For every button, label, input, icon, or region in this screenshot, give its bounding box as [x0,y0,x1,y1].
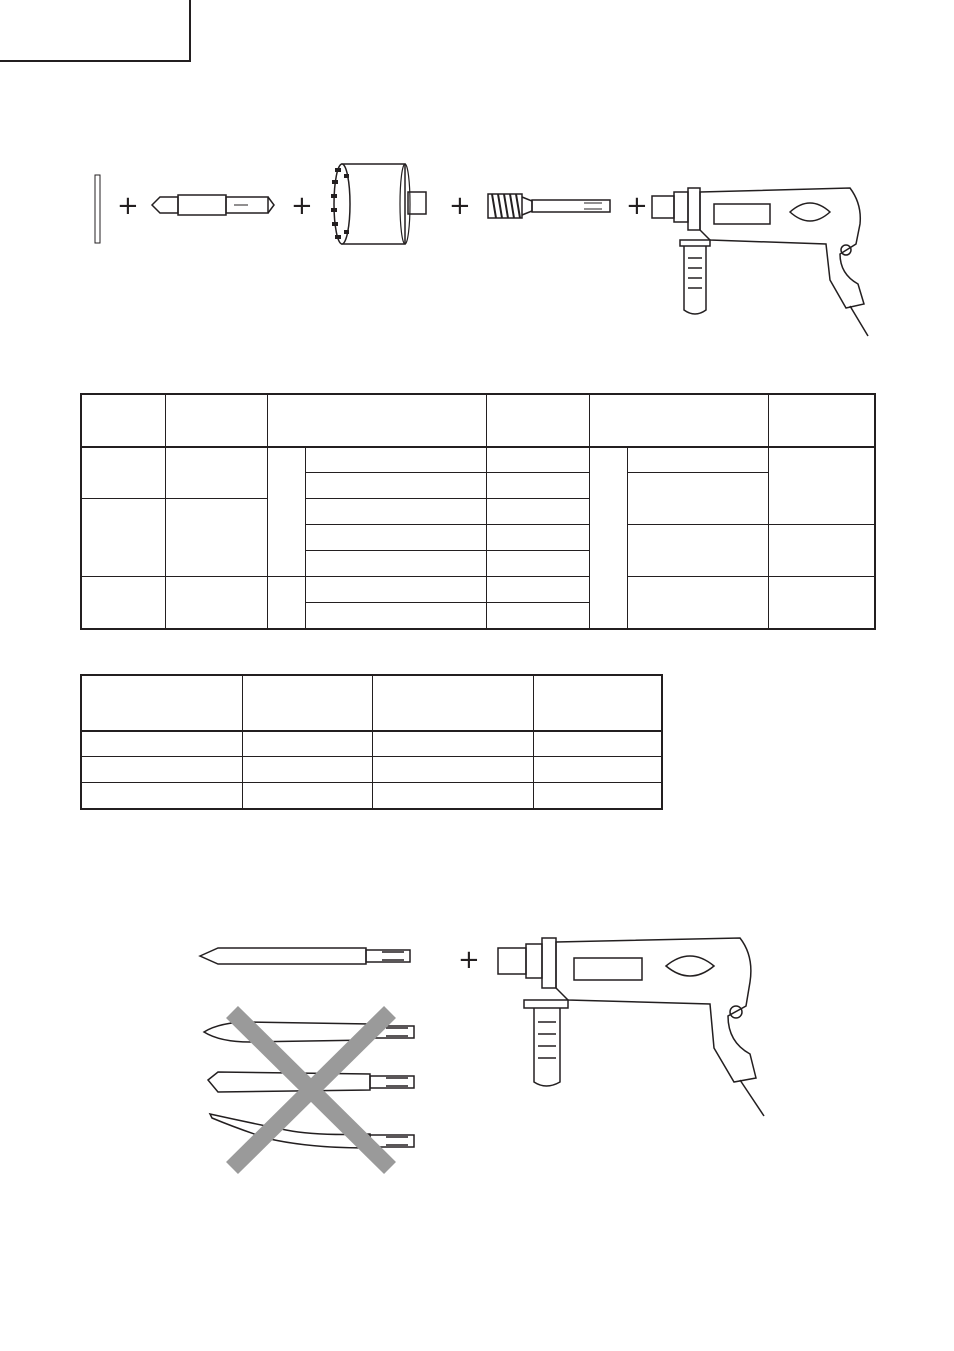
table-cell [590,395,769,447]
table-cell [166,395,268,447]
plus-sign: + [449,191,471,221]
table-cell [487,603,590,629]
table-cell [268,577,306,629]
table-cell [166,499,268,577]
table-cell [82,783,243,809]
table-cell [268,447,306,577]
table-cell [306,551,487,577]
table-row [82,783,662,809]
rotary-hammer-icon [496,934,772,1124]
table-cell [243,676,373,731]
table-cell [373,676,534,731]
page-tab-box [0,0,191,62]
plus-sign: + [291,191,313,221]
table-cell [82,395,166,447]
prohibited-cross-icon [222,1004,402,1176]
table-cell [487,577,590,603]
table-cell [487,447,590,473]
table-cell [769,395,875,447]
center-pin-icon [150,192,278,218]
table-cell [82,731,243,757]
table-cell [373,731,534,757]
table-cell [628,577,769,629]
specification-table-1 [81,394,875,629]
bull-point-icon [196,942,418,968]
specification-table-2 [81,675,662,809]
table-cell [243,757,373,783]
table-row [82,731,662,757]
table-cell [769,447,875,525]
table-cell [268,395,487,447]
table-header-row [82,676,662,731]
table-cell [487,395,590,447]
table-cell [306,577,487,603]
table-row [82,577,875,603]
table-cell [373,757,534,783]
table-cell [534,757,662,783]
table-cell [166,447,268,499]
table-cell [243,731,373,757]
plus-sign: + [458,945,480,975]
plus-sign: + [626,191,648,221]
adapter-icon [484,188,620,224]
drill-bit-icon [94,174,102,244]
table-cell [487,499,590,525]
table-cell [590,447,628,629]
table-cell [534,731,662,757]
table-row [82,447,875,473]
table-header-row [82,395,875,447]
table-cell [487,551,590,577]
plus-sign: + [117,191,139,221]
table-cell [243,783,373,809]
table-cell [306,525,487,551]
table-cell [373,783,534,809]
table-cell [166,577,268,629]
table-cell [306,499,487,525]
table-cell [534,783,662,809]
table-cell [82,757,243,783]
table-cell [306,447,487,473]
table-cell [487,473,590,499]
table-cell [769,525,875,577]
table-cell [82,447,166,499]
table-cell [769,577,875,629]
table-cell [82,676,243,731]
rotary-hammer-icon [650,184,870,344]
table-cell [534,676,662,731]
table-cell [82,499,166,577]
table-row [82,757,662,783]
table-cell [306,473,487,499]
table-cell [628,447,769,473]
table-cell [82,577,166,629]
table-cell [306,603,487,629]
table-cell [487,525,590,551]
table-cell [628,473,769,525]
table-cell [628,525,769,577]
core-bit-icon [330,160,440,250]
